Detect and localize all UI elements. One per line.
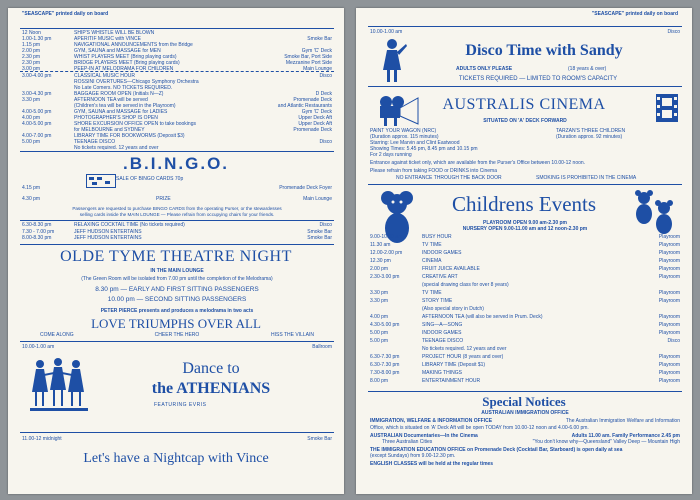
schedule-place: Disco — [667, 338, 680, 344]
schedule-event: JEFF HUDSON ENTERTAINS — [74, 228, 142, 235]
schedule-event: TEENAGE DISCO — [74, 139, 116, 145]
schedule-time: 2.00 pm — [22, 48, 41, 54]
schedule-place: Playroom — [658, 242, 680, 248]
schedule-place: Disco — [319, 73, 332, 79]
schedule-time: 5.00 pm — [22, 139, 41, 145]
divider — [20, 432, 334, 433]
nightcap-title: Let's have a Nightcap with Vince — [83, 451, 269, 466]
schedule-row — [370, 258, 680, 264]
cinema-location: SITUATED ON 'A' DECK FORWARD — [483, 118, 567, 124]
schedule-row — [370, 266, 680, 272]
schedule-event: INDOOR GAMES — [422, 250, 462, 256]
schedule-place: Gym 'C' Deck — [301, 48, 332, 54]
schedule-time: 4.00 pm — [22, 115, 41, 121]
schedule-place: Playroom — [658, 370, 680, 376]
schedule-row — [22, 235, 332, 241]
left-page — [8, 8, 344, 494]
schedule-row — [22, 222, 332, 228]
childrens-title: Childrens Events — [451, 192, 597, 216]
dance-place: Ballroom — [312, 344, 332, 350]
cinema-back-door: NO ENTRANCE THROUGH THE BACK DOOR — [396, 175, 502, 181]
schedule-place: Playroom — [658, 354, 680, 360]
notices-documentaries: AUSTRALIAN Documentaries—In the Cinema — [370, 433, 478, 439]
schedule-event: WHIST PLAYERS MEET (Bring playing cards) — [74, 54, 177, 60]
schedule-time: 3.00 pm — [22, 66, 41, 72]
schedule-place: and Atlantic Restaurants — [277, 103, 332, 109]
theatre-hiss: HISS THE VILLAIN — [271, 332, 314, 338]
notices-film-2: "You don't know why—Queensland" Valley Deep — Mountain High — [532, 439, 680, 445]
schedule-row — [370, 330, 680, 336]
schedule-event: AFTERNOON TEA (will also be served in Prum. Deck) — [422, 314, 543, 320]
right-header: "SEASCAPE" printed daily on board — [591, 11, 678, 17]
schedule-event: ROSSINI OVERTURES—Chicago Symphony Orchestra — [74, 79, 199, 85]
schedule-row — [370, 234, 680, 240]
schedule-event: GYM, SAUNA and MASSAGE for LADIES — [74, 109, 168, 115]
disco-place: Disco — [667, 29, 680, 35]
divider — [20, 71, 334, 72]
theatre-first-sitting: 8.30 pm — EARLY AND FIRST SITTING PASSENGERS — [95, 286, 259, 293]
film2-title: TARZAN'S THREE CHILDREN — [556, 128, 626, 134]
schedule-row — [370, 250, 680, 256]
schedule-row — [22, 229, 332, 235]
notices-welfare-heading: IMMIGRATION, WELFARE & INFORMATION OFFICE — [370, 418, 493, 424]
disco-title: Disco Time with Sandy — [465, 42, 623, 59]
bingo-sale: SALE OF BINGO CARDS 70p — [116, 176, 184, 182]
schedule-event: SHORE EXCURSION OFFICE OPEN to take bookings — [74, 121, 196, 127]
cinema-entrance: Entrance against ticket only, which are available from the Purser's Office between 10.00-12 noon. — [370, 160, 586, 166]
film1-showing: Showing Times: 5.45 pm, 8.45 pm and 10.15 pm — [370, 146, 478, 152]
schedule-event: No tickets required. 12 years and over — [422, 346, 507, 352]
schedule-place: Playroom — [658, 378, 680, 384]
schedule-event: LIBRARY TIME FOR BOOKWORMS (Deposit $3) — [74, 133, 185, 139]
schedule-time: 12 Noon — [22, 30, 41, 36]
notices-office-hours: Office, which is situated on 'A' Deck Aft will be open TODAY from 10.00-12 noon and 4.00-6.00 pm. — [370, 425, 589, 431]
dance-heading: Dance to — [182, 360, 240, 377]
schedule-place: Playroom — [658, 330, 680, 336]
schedule-event: (special drawing class for over 8 years) — [422, 282, 509, 288]
divider — [20, 244, 334, 245]
schedule-place: D Deck — [315, 91, 332, 97]
schedule-event: ENTERTAINMENT HOUR — [422, 378, 481, 384]
schedule-time: 7.30-8.00 pm — [370, 370, 400, 376]
schedule-event: CREATIVE ART — [422, 274, 458, 280]
schedule-time: 5.00 pm — [370, 338, 389, 344]
schedule-place: Mezzanine Port Side — [285, 60, 332, 66]
notices-office: AUSTRALIAN IMMIGRATION OFFICE — [481, 410, 569, 416]
schedule-event: TV TIME — [422, 242, 442, 248]
schedule-time: 4.00-7.00 pm — [22, 133, 52, 139]
schedule-event: STORY TIME — [422, 298, 453, 304]
schedule-time: 2.30 pm — [22, 54, 41, 60]
bingo-sale-place: Promenade Deck Foyer — [279, 185, 332, 191]
schedule-event: LIBRARY TIME (Deposit $1) — [422, 362, 486, 368]
bingo-prize: PRIZE — [156, 196, 171, 202]
schedule-row — [370, 274, 680, 280]
notices-english-classes: ENGLISH CLASSES will be held at the regular times — [370, 461, 494, 467]
band-name: the ATHENIANS — [151, 380, 271, 397]
theatre-title: OLDE TYME THEATRE NIGHT — [60, 248, 292, 265]
schedule-place: Playroom — [658, 234, 680, 240]
left-header: "SEASCAPE" printed daily on board — [22, 11, 109, 17]
schedule-event: AFTERNOON TEA will be served — [74, 97, 148, 103]
divider — [20, 341, 334, 342]
schedule-place: Smoke Bar, Port Side — [284, 54, 332, 60]
nightcap-place: Smoke Bar — [307, 436, 332, 442]
right-page — [356, 8, 692, 494]
schedule-time: 4.00-5.00 pm — [22, 109, 52, 115]
schedule-place: Upper Deck Aft — [298, 121, 332, 127]
schedule-event: SING—A—SONG — [422, 322, 463, 328]
schedule-time: 4.00-5.00 pm — [22, 121, 52, 127]
schedule-place: Main Lounge — [303, 66, 332, 72]
schedule-place: Gym 'C' Deck — [301, 109, 332, 115]
schedule-time: 7.30 - 7.00 pm — [22, 228, 55, 235]
schedule-time: 2.30-3.00 pm — [370, 274, 400, 280]
schedule-place: Disco — [319, 222, 332, 228]
schedule-place: Smoke Bar — [307, 36, 332, 42]
schedule-event: TEENAGE DISCO — [422, 338, 464, 344]
schedule-time: 6.30-7.30 pm — [370, 362, 400, 368]
schedule-place: Playroom — [658, 290, 680, 296]
schedule-event: FRUIT JUICE AVAILABLE — [422, 266, 480, 272]
schedule-time: 3.00-4.00 pm — [22, 73, 52, 79]
theatre-note: (The Green Room will be isolated from 7.00 pm until the completion of the Melodrama) — [81, 276, 273, 282]
disco-adults: ADULTS ONLY PLEASE — [456, 66, 513, 72]
schedule-event: BAGGAGE ROOM OPEN (Initials N—Z) — [74, 91, 164, 97]
divider — [368, 26, 682, 27]
schedule-time: 6.30-7.30 pm — [370, 354, 400, 360]
cinema-title: AUSTRALIS CINEMA — [442, 96, 606, 113]
schedule-time: 9.00-10.00 am — [370, 234, 403, 240]
schedule-event: PROJECT HOUR (8 years and over) — [422, 354, 504, 360]
schedule-event: PHOTOGRAPHER'S SHOP IS OPEN — [74, 115, 158, 121]
bingo-prize-place: Main Lounge — [303, 196, 332, 202]
divider — [20, 220, 334, 221]
schedule-event: CINEMA — [422, 258, 442, 264]
nightcap-time: 11.00-12 midnight — [22, 436, 62, 442]
schedule-row — [370, 314, 680, 320]
schedule-time: 3.30 pm — [370, 290, 389, 296]
schedule-event: for MELBOURNE and SYDNEY — [74, 127, 145, 133]
schedule-time: 8.00-8.30 pm — [22, 235, 52, 241]
schedule-row — [370, 346, 680, 352]
schedule-event: NAVIGATIONAL ANNOUNCEMENTS from the Bridge — [74, 42, 193, 48]
divider — [20, 28, 334, 29]
bingo-prize-time: 4.30 pm — [22, 196, 41, 202]
schedule-row — [370, 242, 680, 248]
film1-starring: Starring: Lee Marvin and Clint Eastwood — [370, 140, 460, 146]
schedule-time: 5.00 pm — [370, 330, 389, 336]
schedule-event: GYM, SAUNA and MASSAGE for MEN — [74, 48, 161, 54]
cinema-food: Please refrain from taking FOOD or DRINKS into Cinema — [370, 168, 497, 174]
schedule-place: Playroom — [658, 298, 680, 304]
schedule-place: Disco — [319, 139, 332, 145]
schedule-place: Playroom — [658, 266, 680, 272]
schedule-place: Playroom — [658, 322, 680, 328]
schedule-event: MAKING THINGS — [422, 370, 462, 376]
schedule-row — [370, 322, 680, 328]
film1-title: PAINT YOUR WAGON (NRC) — [370, 128, 437, 134]
bingo-title: .B.I.N.G.O. — [122, 154, 230, 173]
bingo-note: selling cards inside the MAIN LOUNGE — Please refrain from occupying chairs for your friends. — [79, 212, 275, 217]
film1-duration: (Duration approx. 115 minutes) — [370, 134, 439, 140]
schedule-time: 3.30 pm — [370, 298, 389, 304]
divider — [368, 391, 682, 392]
schedule-place: Smoke Bar — [307, 235, 332, 241]
schedule-place: Promenade Deck — [293, 127, 332, 133]
playroom-hours: PLAYROOM OPEN 9.00 am-2.30 pm — [482, 220, 567, 226]
schedule-row — [370, 338, 680, 344]
schedule-row — [370, 362, 680, 368]
theatre-cheer: CHEER THE HERO — [154, 332, 200, 338]
theatre-presents: PETER PIERCE presents and produces a melodrama in two acts — [100, 308, 254, 314]
schedule-place: Upper Deck Aft — [298, 115, 332, 121]
notices-documentary-times: Adults 11.00 am. Family Performance 2.45 pm — [571, 433, 680, 439]
divider — [20, 151, 334, 152]
divider — [368, 184, 682, 185]
schedule-row — [370, 290, 680, 296]
show-title: LOVE TRIUMPHS OVER ALL — [91, 316, 261, 331]
schedule-place: Playroom — [658, 250, 680, 256]
schedule-place: Smoke Bar — [307, 228, 332, 235]
cinema-smoking: SMOKING IS PROHIBITED IN THE CINEMA — [536, 175, 637, 181]
schedule-event: BUSY HOUR — [422, 234, 452, 240]
notices-welfare-text: The Australian Immigration Welfare and Information — [565, 418, 680, 424]
schedule-time: 4.30-5.00 pm — [370, 322, 400, 328]
schedule-event: BRIDGE PLAYERS MEET (Bring playing cards) — [74, 60, 180, 66]
schedule-event: CLASSICAL MUSIC HOUR — [74, 73, 135, 79]
schedule-place: Playroom — [658, 314, 680, 320]
schedule-row — [370, 354, 680, 360]
dance-featuring: FEATURING EVRIS — [154, 402, 207, 408]
theatre-location: IN THE MAIN LOUNGE — [150, 268, 204, 274]
schedule-row — [370, 370, 680, 376]
schedule-time: 12.30 pm — [370, 258, 391, 264]
notices-film-1: Three Australian Cities — [382, 439, 433, 445]
schedule-row — [370, 298, 680, 304]
schedule-time: 11.30 am — [370, 242, 391, 248]
bingo-sale-time: 4.15 pm — [22, 185, 41, 191]
schedule-event: (Also special story in Dutch) — [422, 306, 484, 312]
schedule-place: Playroom — [658, 362, 680, 368]
schedule-event: TV TIME — [422, 290, 442, 296]
disco-time: 10.00-1.00 am — [370, 29, 403, 35]
disco-tickets: TICKETS REQUIRED — LIMITED TO ROOM'S CAPACITY — [458, 76, 618, 82]
schedule-event: JEFF HUDSON ENTERTAINS — [74, 235, 142, 241]
schedule-time: 1.00-1.30 pm — [22, 36, 52, 42]
schedule-time: 4.00 pm — [370, 314, 389, 320]
schedule-time: 2.30 pm — [22, 60, 41, 66]
schedule-event: APERITIF MUSIC with VINCE — [74, 36, 141, 42]
schedule-place: Playroom — [658, 274, 680, 280]
dance-time: 10.00-1.00 am — [22, 344, 55, 350]
schedule-time: 12.00-2.00 pm — [370, 250, 403, 256]
film1-days: For 2 days running — [370, 152, 412, 158]
schedule-event: No tickets required. 12 years and over — [74, 145, 159, 151]
schedule-event: No Late Comers. NO TICKETS REQUIRED. — [74, 85, 173, 91]
schedule-place: Playroom — [658, 258, 680, 264]
schedule-event: PEEP-IN AT MELODRAMA FOR CHILDREN — [74, 66, 174, 72]
schedule-time: 1.15 pm — [22, 42, 41, 48]
schedule-time: 2.00 pm — [370, 266, 389, 272]
divider — [368, 86, 682, 87]
schedule-row — [370, 306, 680, 312]
schedule-event: SHIP'S WHISTLE WILL BE BLOWN — [74, 30, 155, 36]
schedule-time: 8.00 pm — [370, 378, 389, 384]
notices-education-hours: (except Sundays) from 9.00-12.30 pm. — [370, 453, 456, 459]
notices-education: THE IMMIGRATION EDUCATION OFFICE on Promenade Deck (Cocktail Bar, Starboard) is open daily at sea — [370, 447, 623, 453]
disco-age: (18 years & over) — [568, 66, 607, 72]
schedule-row — [370, 282, 680, 288]
theatre-second-sitting: 10.00 pm — SECOND SITTING PASSENGERS — [107, 296, 247, 303]
bingo-note: Passengers are requested to purchase BINGO CARDS from the operating Purser, or the stewardesses — [72, 206, 282, 211]
schedule-place: Promenade Deck — [293, 97, 332, 103]
schedule-event: (Children's tea will be served in the Playroom) — [74, 103, 176, 109]
schedule-time: 3.00-4.30 pm — [22, 91, 52, 97]
schedule-event: RELAXING COCKTAIL TIME (No tickets required) — [74, 222, 185, 228]
notices-title: Special Notices — [482, 394, 566, 409]
theatre-come-along: COME ALONG — [40, 332, 74, 338]
schedule-event: INDOOR GAMES — [422, 330, 462, 336]
film2-duration: (Duration approx. 92 minutes) — [556, 134, 623, 140]
schedule-time: 3.30 pm — [22, 97, 41, 103]
schedule-time: 6.30-8.30 pm — [22, 222, 52, 228]
nursery-hours: NURSERY OPEN 9.00-11.00 am and 12 noon-2.30 pm — [462, 226, 588, 232]
schedule-row — [370, 378, 680, 384]
